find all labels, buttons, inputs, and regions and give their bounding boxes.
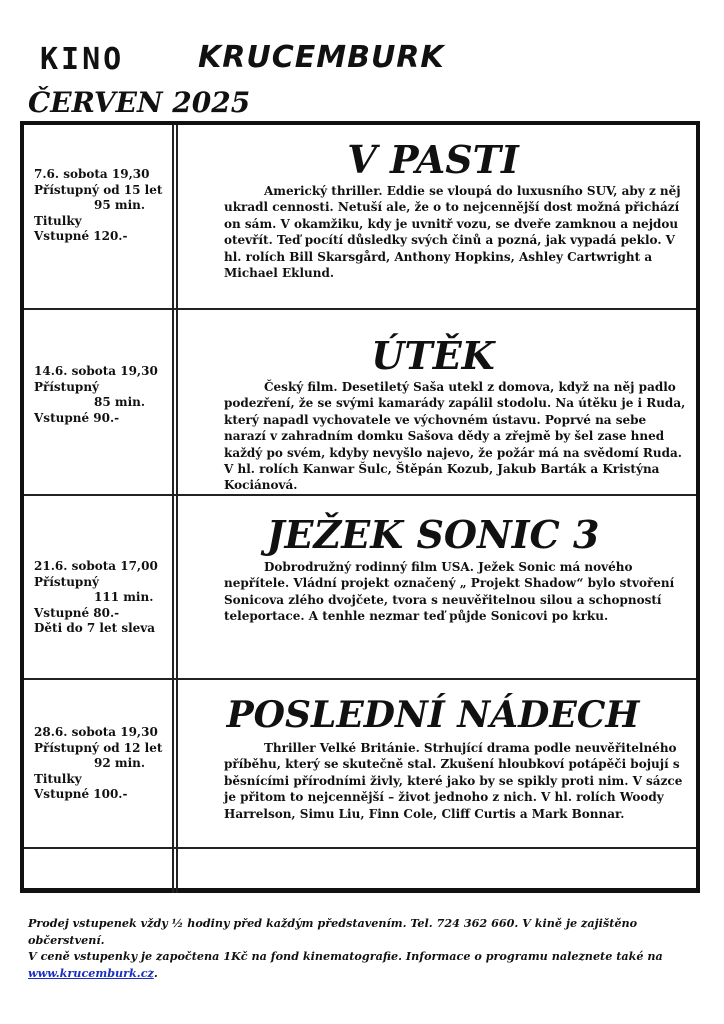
footer-line-fund: V ceně vstupenky je započtena 1Kč na fond kinematografie. Informace o programu naleznete také na [28, 949, 663, 963]
empty-cell [24, 849, 174, 893]
empty-row [24, 849, 696, 893]
film-row [24, 496, 696, 680]
screening-date: 7.6. sobota 19,30 [34, 167, 150, 181]
age-rating: Přístupný [34, 574, 100, 589]
duration: 95 min. [94, 198, 146, 213]
duration: 111 min. [94, 590, 154, 605]
film-title: ÚTĚK [371, 333, 495, 378]
footer-line-tickets: Prodej vstupenek vždy ½ hodiny před každým představením. Tel. 724 362 660. V kině je zajištěno občerstvení. [28, 916, 638, 947]
film-title: V PASTI [347, 137, 519, 182]
heading-town: KRUCEMBURK [198, 40, 445, 75]
footer-link-suffix: . [153, 965, 158, 980]
film-description: Americký thriller. Eddie se vloupá do luxusního SUV, aby z něj ukradl cennosti. Netuší ale, že o to nejcennější dost možná přichází on sám. V okamžiku, kdy je uvnitř vozu, se dveře zamknou a nejdou otevřít. Teď pocítí důsledky svých činů a pozná, jak vypadá peklo. V hl. rolích Bill Skarsgård, Anthony Hopkins, Ashley Cartwright a Michael Eklund. [224, 184, 681, 281]
ticket-price: Vstupné 90.- [34, 410, 120, 425]
subtitles: Titulky [34, 213, 82, 228]
film-info-cell [24, 680, 174, 847]
program-table [20, 121, 700, 893]
screening-date: 14.6. sobota 19,30 [34, 364, 158, 378]
film-description: Thriller Velké Británie. Strhující drama podle neuvěřitelného příběhu, který se skutečně stal. Zkušení hloubkoví potápěči bojují s běsnícími přírodními živly, které jako by se spikly proti nim. V sázce je přitom to nejcennější – život jednoho z nich. V hl. rolích Woody Harrelson, Simu Liu, Finn Cole, Cliff Curtis a Mark Bonnar. [224, 741, 683, 821]
duration: 92 min. [94, 756, 146, 771]
heading-kino: KINO [40, 42, 125, 77]
heading-month: ČERVEN 2025 [28, 86, 251, 119]
film-info [34, 167, 162, 245]
film-row [24, 125, 696, 310]
ticket-price: Vstupné 120.- [34, 229, 128, 244]
film-description: Český film. Desetiletý Saša utekl z domova, když na něj padlo podezření, že se svými kamarády zapálil stodolu. Na útěku je i Ruda, který napadl vychovatele ve výchovném ústavu. Poprvé na sebe narazí v zahradním domku Sašova dědy a zřejmě by šel zase hned každý po svém, kdyby nevyšlo najevo, že požár má na svědomí Ruda. V hl. rolích Kanwar Šulc, Štěpán Kozub, Jakub Barták a Kristýna Kociánová. [224, 380, 686, 493]
website-link[interactable]: www.krucemburk.cz [28, 965, 154, 980]
film-detail-cell [176, 310, 696, 494]
film-detail-cell [176, 680, 696, 847]
age-rating: Přístupný [34, 379, 100, 394]
footer-note [28, 915, 708, 981]
film-detail-cell [176, 496, 696, 678]
film-info [34, 559, 158, 637]
empty-cell [176, 849, 696, 893]
film-info-cell [24, 125, 174, 308]
film-title: POSLEDNÍ NÁDECH [226, 694, 640, 736]
ticket-price: Vstupné 100.- [34, 787, 128, 802]
child-discount: Děti do 7 let sleva [34, 621, 156, 636]
film-info-cell [24, 310, 174, 494]
film-title: JEŽEK SONIC 3 [266, 512, 600, 557]
age-rating: Přístupný od 12 let [34, 740, 163, 755]
ticket-price: Vstupné 80.- [34, 605, 120, 620]
film-row [24, 680, 696, 849]
screening-date: 21.6. sobota 17,00 [34, 559, 158, 573]
film-row [24, 310, 696, 496]
footer-line-link [28, 965, 708, 982]
age-rating: Přístupný od 15 let [34, 182, 163, 197]
film-detail-cell [176, 125, 696, 308]
duration: 85 min. [94, 395, 146, 410]
screening-date: 28.6. sobota 19,30 [34, 725, 158, 739]
subtitles: Titulky [34, 771, 82, 786]
film-info [34, 364, 158, 426]
film-info [34, 725, 162, 803]
film-info-cell [24, 496, 174, 678]
film-description: Dobrodružný rodinný film USA. Ježek Sonic má nového nepřítele. Vládní projekt označený „ Projekt Shadow“ bylo stvoření Sonicova zlého dvojčete, tvora s neuvěřitelnou silou a schopností teleportace. A tenhle nezmar teď půjde Sonicovi po krku. [224, 560, 675, 624]
